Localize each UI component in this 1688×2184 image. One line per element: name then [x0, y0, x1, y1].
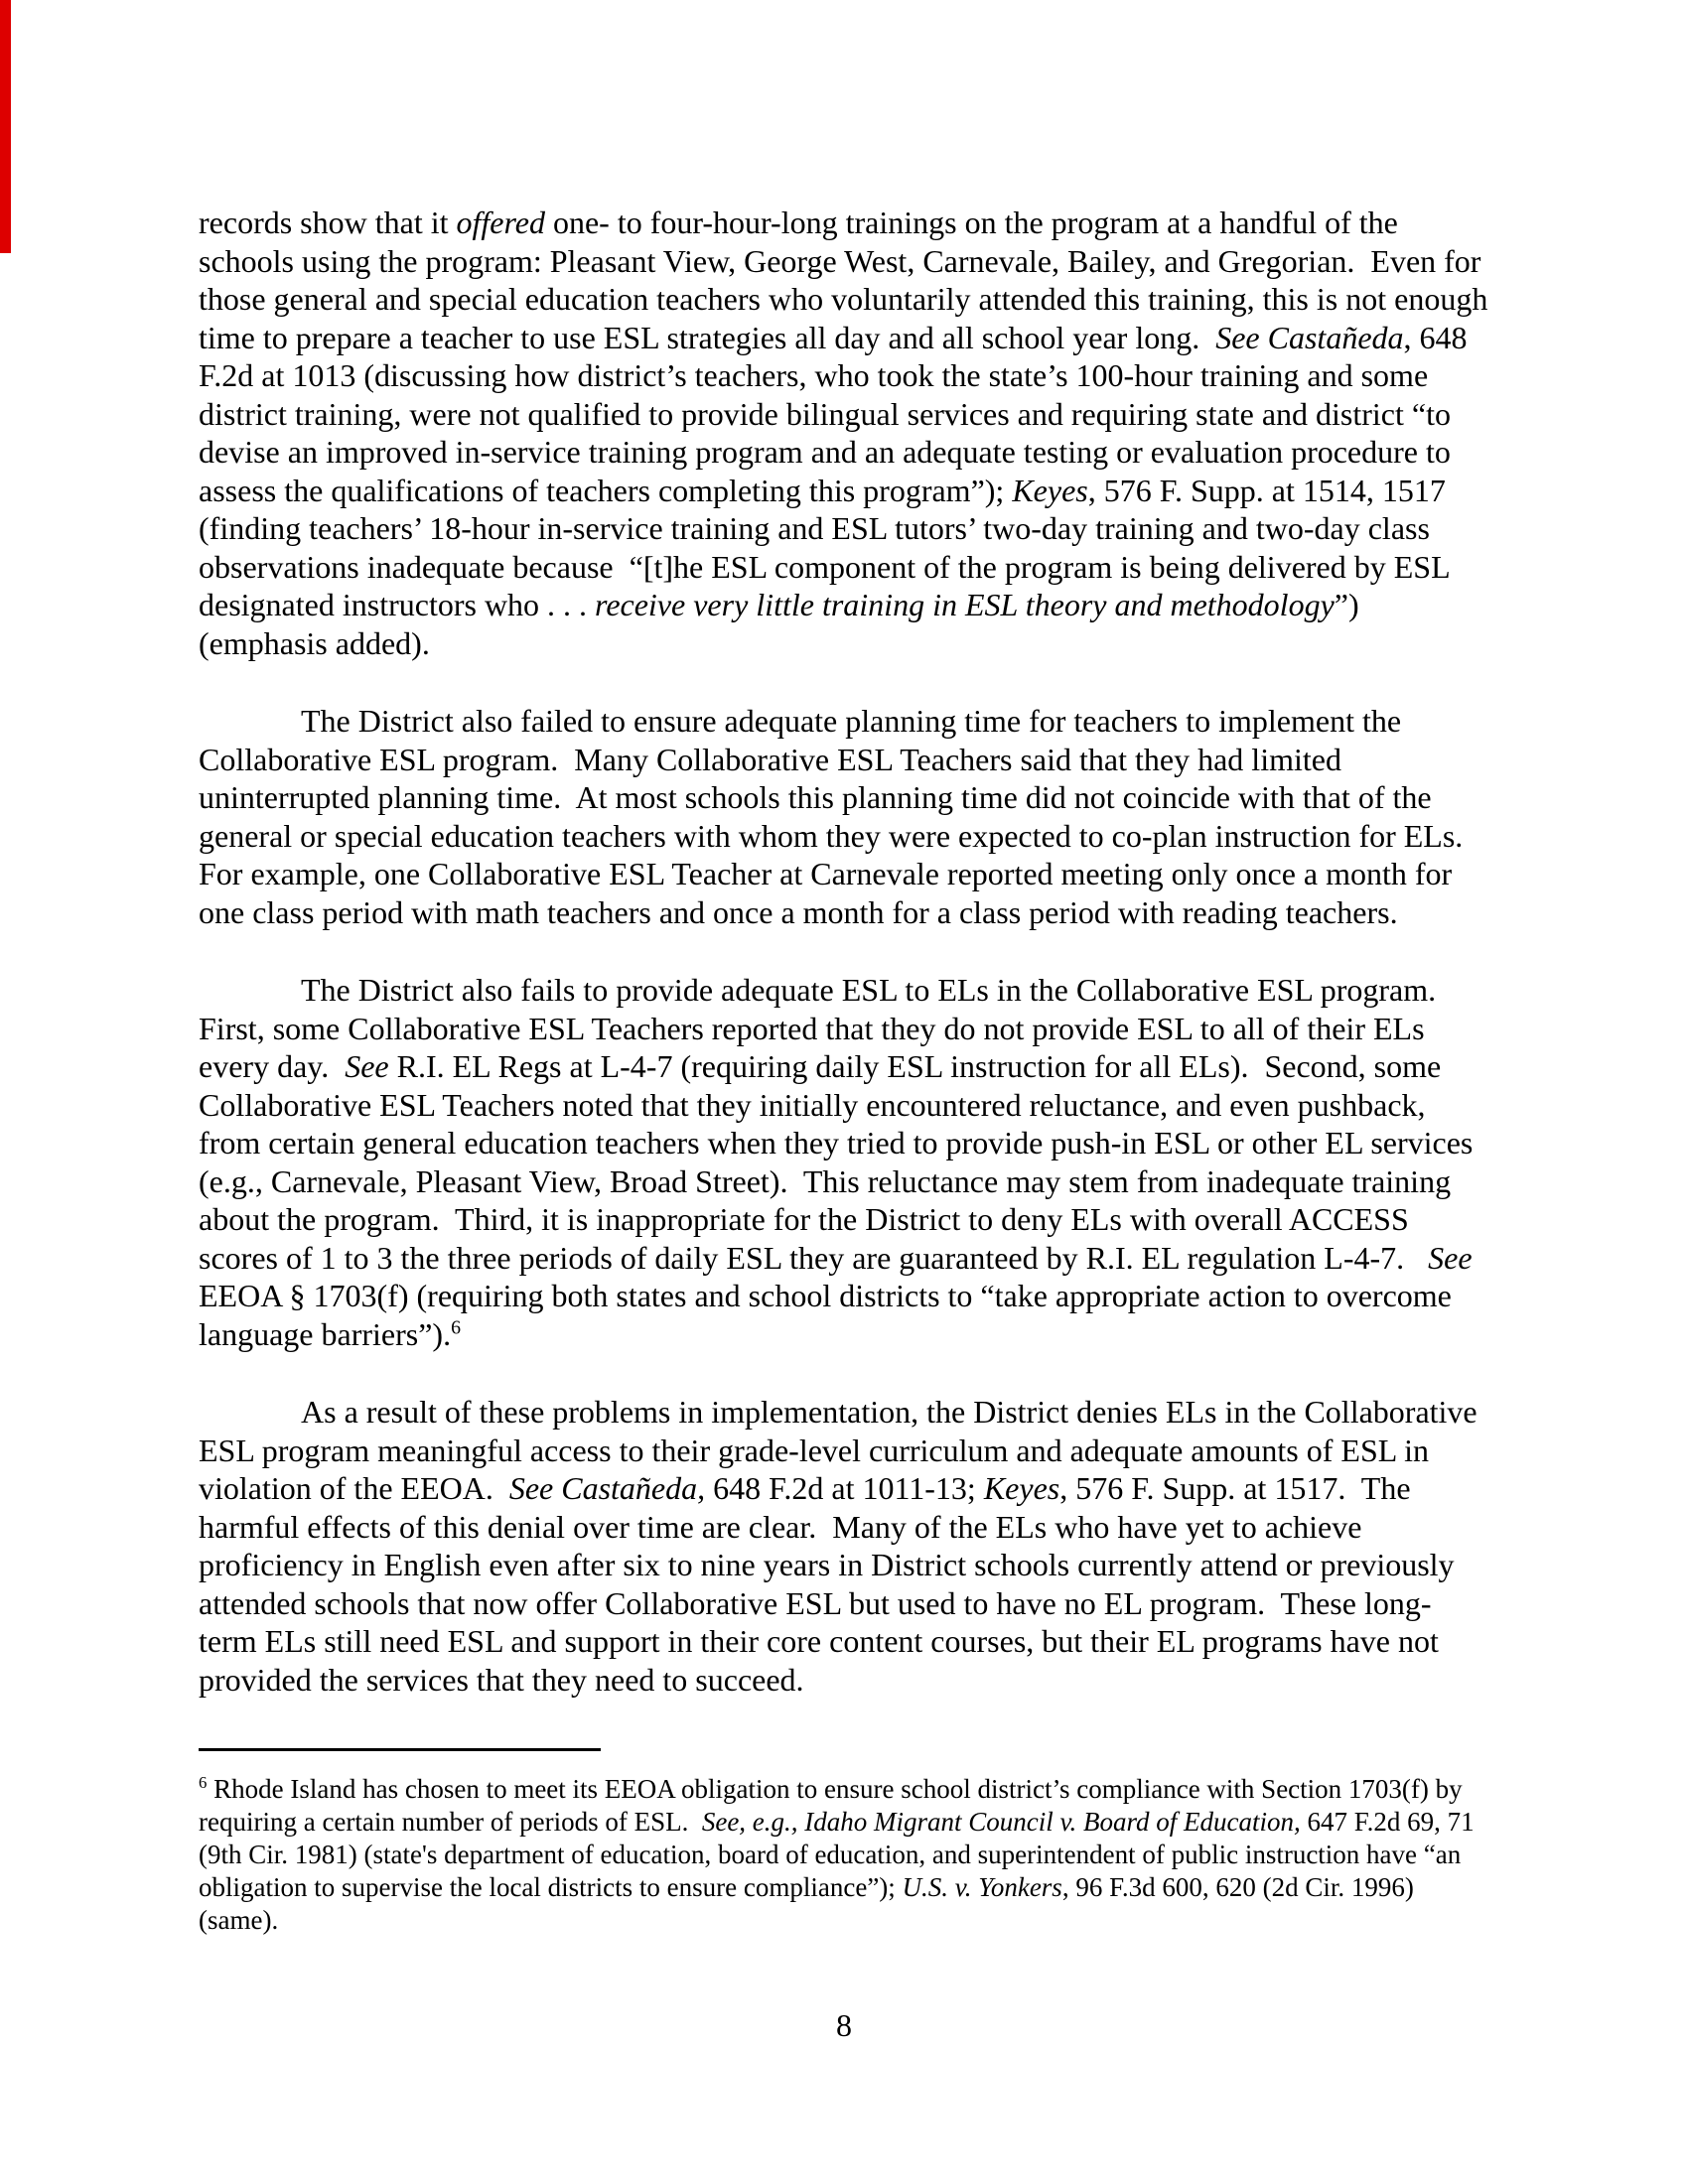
body-paragraph: The District also fails to provide adequate ESL to ELs in the Collaborative ESL program. First, some Collaborative ESL Teachers reported that they do not provide ESL to all of their ELs every day. See R.I. EL Regs at L-4-7 (requiring daily ESL instruction for all ELs). Second, some Collaborative ESL Teachers noted that they initially encountered reluctance, and even pushback, from certain general education teachers when they tried to provide push-in ESL or other EL services (e.g., Carnevale, Pleasant View, Broad Street). This reluctance may stem from inadequate training about the program. Third, it is inappropriate for the District to deny ELs with overall ACCESS scores of 1 to 3 the three periods of daily ESL they are guaranteed by R.I. EL regulation L-4-7. See EEOA § 1703(f) (requiring both states and school districts to “take appropriate action to overcome language barriers”).$^6$ [199, 972, 1481, 1352]
page-number: 8 [836, 2007, 852, 2043]
footnote: $^6$ Rhode Island has chosen to meet its EEOA obligation to ensure school district’s compliance with Section 1703(f) by requiring a certain number of periods of ESL. See, e.g., Idaho Migrant Council v. Board of Education, 647 F.2d 69, 71 (9th Cir. 1981) (state's department of education, board of education, and superintendent of public instruction have “an obligation to supervise the local districts to ensure compliance”); U.S. v. Yonkers, 96 F.3d 600, 620 (2d Cir. 1996) (same). [199, 1773, 1481, 1935]
body-paragraph: The District also failed to ensure adequate planning time for teachers to implement the Collaborative ESL program. Many Collaborative ESL Teachers said that they had limited uninterrupted planning time. At most schools this planning time did not coincide with that of the general or special education teachers with whom they were expected to co-plan instruction for ELs. For example, one Collaborative ESL Teacher at Carnevale reported meeting only once a month for one class period with math teachers and once a month for a class period with reading teachers. [199, 703, 1479, 930]
left-edge-red-annotation-bar [0, 0, 11, 253]
body-paragraph: As a result of these problems in implementation, the District denies ELs in the Collaborative ESL program meaningful access to their grade-level curriculum and adequate amounts of ESL in violation of the EEOA. See Castañeda, 648 F.2d at 1011-13; Keyes, 576 F. Supp. at 1517. The harmful effects of this denial over time are clear. Many of the ELs who have yet to achieve proficiency in English even after six to nine years in District schools currently attend or previously attended schools that now offer Collaborative ESL but used to have no EL program. These long-term ELs still need ESL and support in their core content courses, but their EL programs have not provided the services that they need to succeed. [199, 1394, 1485, 1698]
body-text [199, 204, 1496, 1937]
body-paragraph: records show that it offered one- to four-hour-long trainings on the program at a handful of the schools using the program: Pleasant View, George West, Carnevale, Bailey, and Gregorian. Even for those general and special education teachers who voluntarily attended this training, this is not enough time to prepare a teacher to use ESL strategies all day and all school year long. See Castañeda, 648 F.2d at 1013 (discussing how district’s teachers, who took the state’s 100-hour training and some district training, were not qualified to provide bilingual services and requiring state and district “to devise an improved in-service training program and an adequate testing or evaluation procedure to assess the qualifications of teachers completing this program”); Keyes, 576 F. Supp. at 1514, 1517 (finding teachers’ 18-hour in-service training and ESL tutors’ two-day training and two-day class observations inadequate because “[t]he ESL component of the program is being delivered by ESL designated instructors who . . . receive very little training in ESL theory and methodology”) (emphasis added). [199, 205, 1496, 661]
footnote-separator-line [199, 1748, 601, 1751]
